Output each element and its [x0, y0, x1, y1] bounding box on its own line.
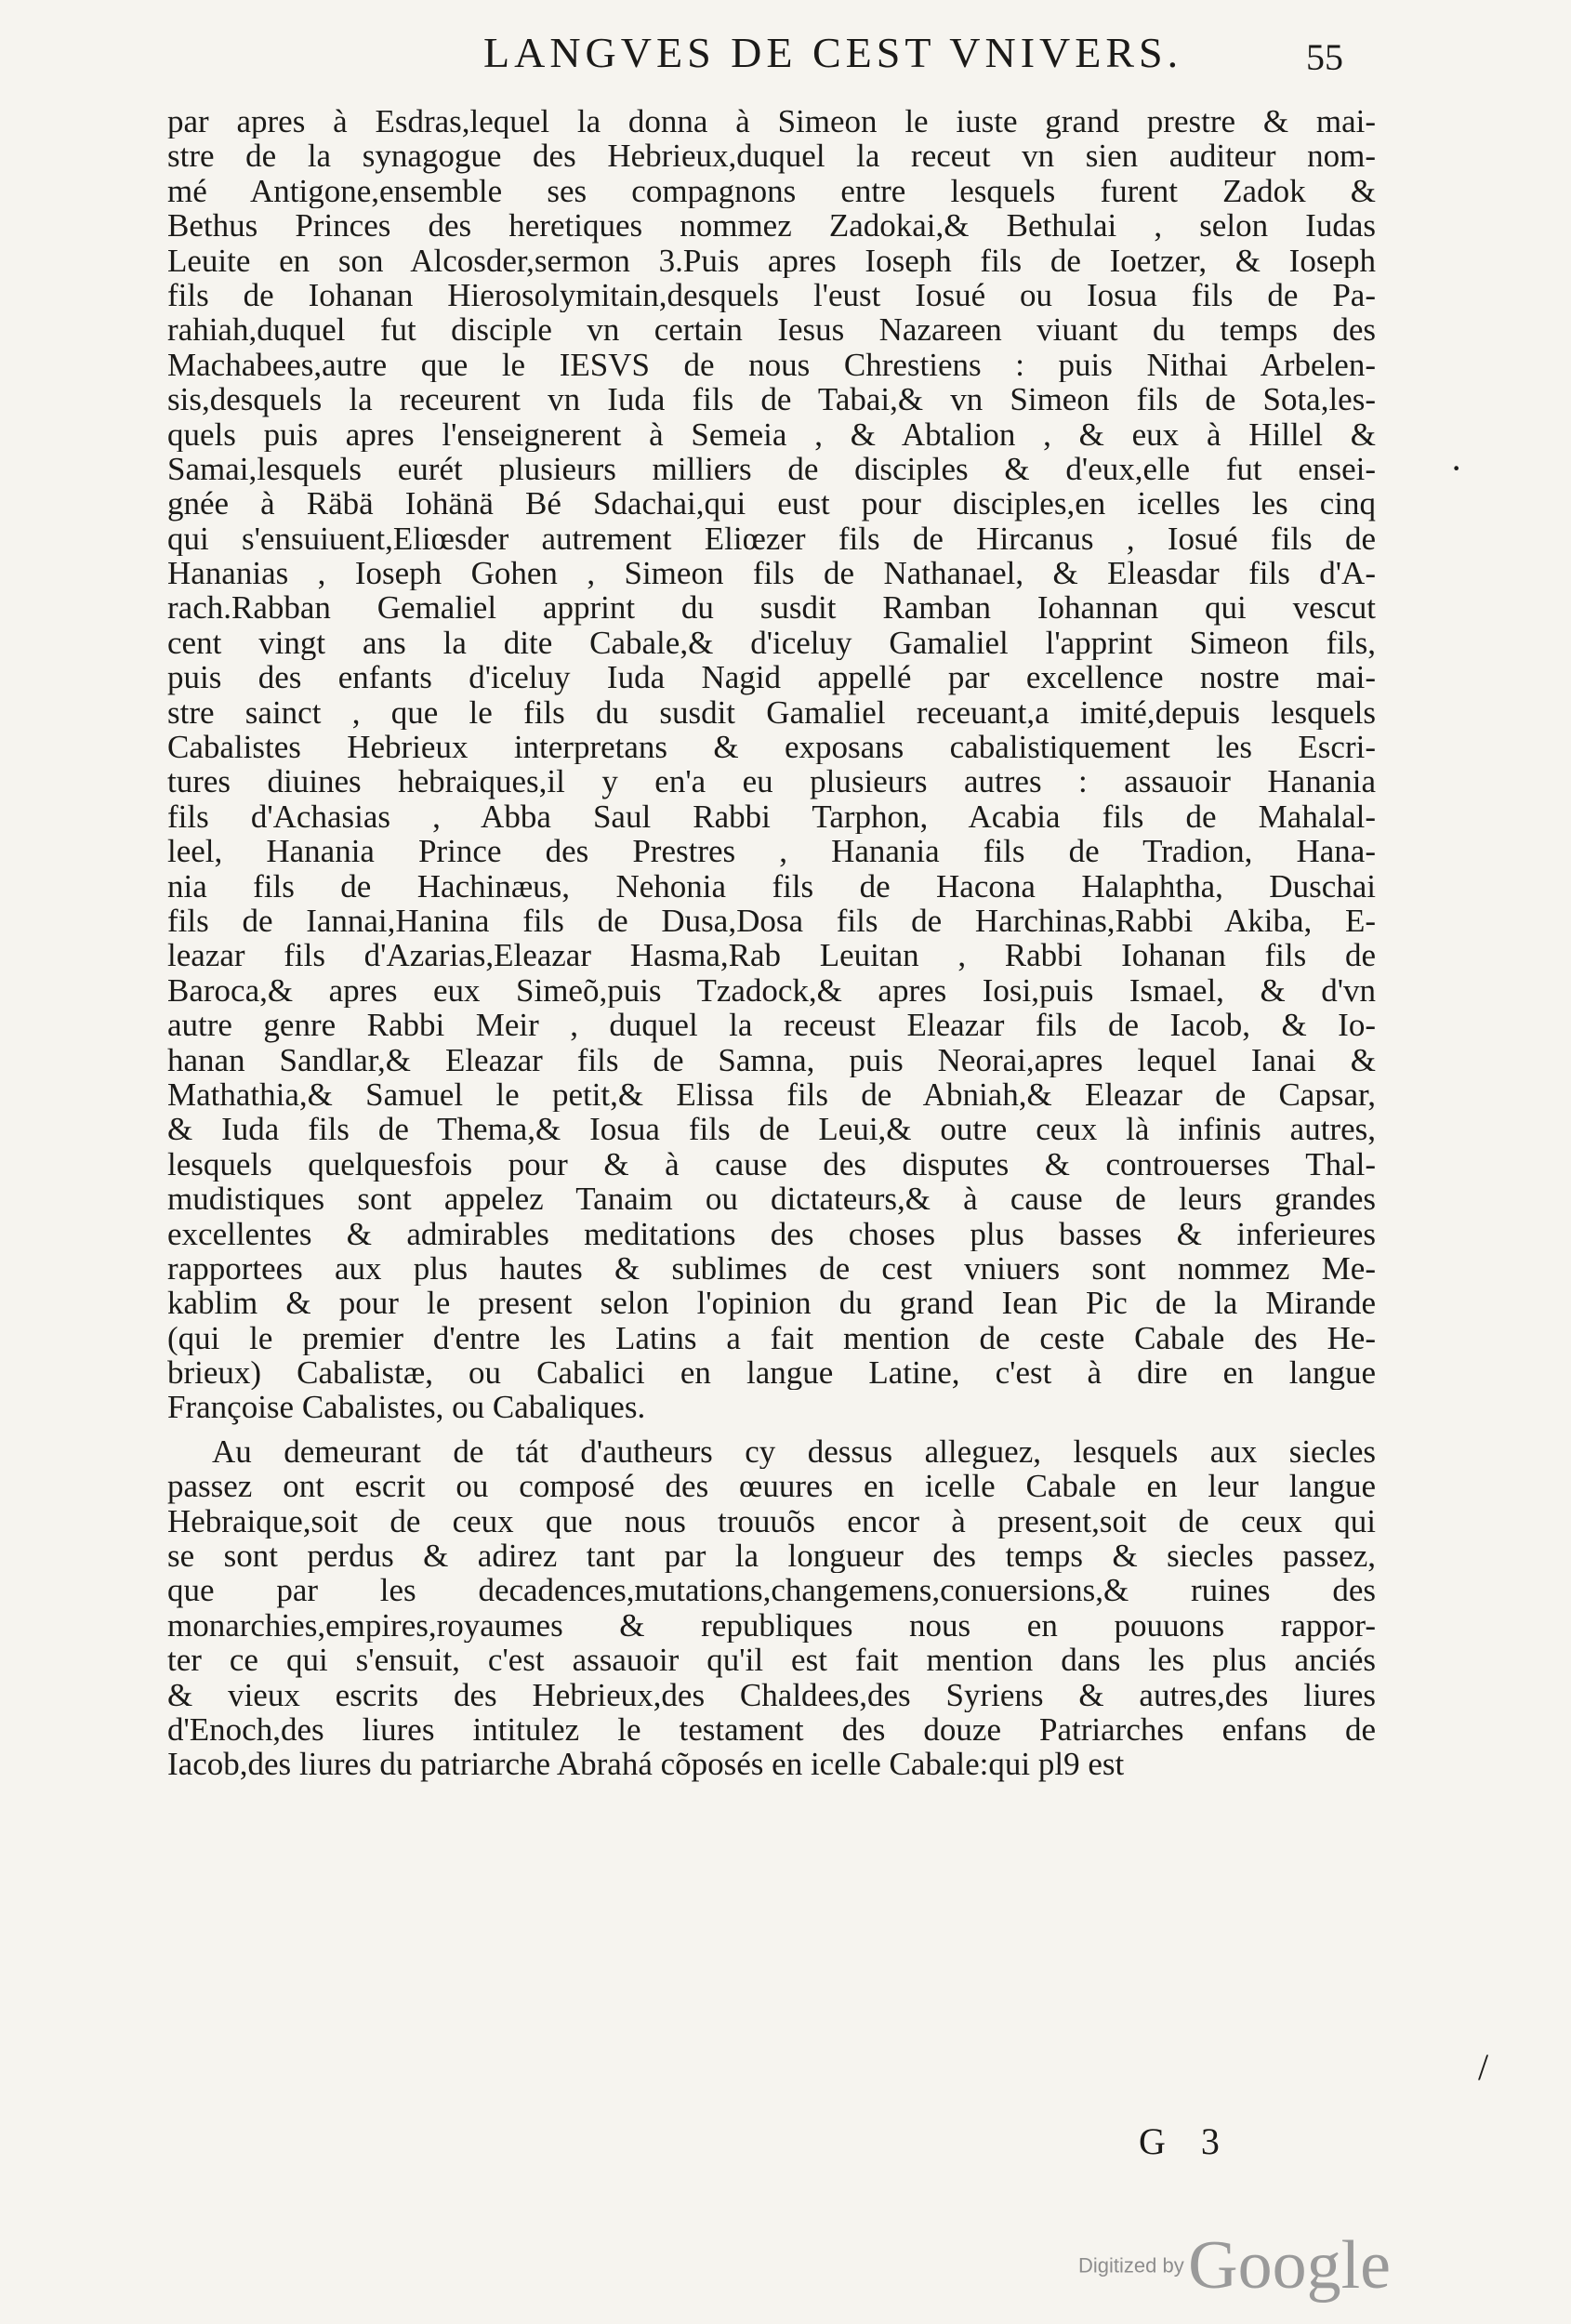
text-line: Iacob,des liures du patriarche Abrahá cõposés en icelle Cabale:qui pl9 est: [167, 1747, 1125, 1782]
text-line: rach.Rabban Gemaliel apprint du susdit Ramban Iohannan qui vescut: [167, 590, 1376, 626]
text-line: mudistiques sont appelez Tanaim ou dictateurs,& à cause de leurs grandes: [167, 1182, 1376, 1217]
text-line: ter ce qui s'ensuit, c'est assauoir qu'il est fait mention dans les plus anciés: [167, 1643, 1376, 1678]
text-line: gnée à Räbä Iohänä Bé Sdachai,qui eust pour disciples,en icelles les cinq: [167, 486, 1376, 522]
text-line: fils de Iannai,Hanina fils de Dusa,Dosa fils de Harchinas,Rabbi Akiba, E-: [167, 903, 1376, 939]
text-line: & vieux escrits des Hebrieux,des Chaldees,des Syriens & autres,des liures: [167, 1677, 1376, 1712]
paragraph-2: [167, 1434, 1376, 1782]
text-line: & Iuda fils de Thema,& Iosua fils de Leui,& outre ceux là infinis autres,: [167, 1112, 1376, 1147]
text-line: rahiah,duquel fut disciple vn certain Iesus Nazareen viuant du temps des: [167, 312, 1376, 348]
text-line: Hananias , Ioseph Gohen , Simeon fils de Nathanael, & Eleasdar fils d'A-: [167, 556, 1376, 591]
text-line: d'Enoch,des liures intitulez le testament des douze Patriarches enfans de: [167, 1711, 1376, 1748]
text-line: Leuite en son Alcosder,sermon 3.Puis apres Ioseph fils de Ioetzer, & Ioseph: [167, 243, 1376, 278]
text-line: que par les decadences,mutations,changemens,conuersions,& ruines des: [167, 1573, 1376, 1608]
page-number: 55: [1306, 36, 1343, 78]
margin-mark: /: [1478, 2046, 1489, 2088]
text-line: Samai,lesquels eurét plusieurs milliers de disciples & d'eux,elle fut ensei-: [167, 451, 1376, 487]
text-line: excellentes & admirables meditations des choses plus basses & inferieures: [167, 1216, 1376, 1251]
text-line: cent vingt ans la dite Cabale,& d'iceluy Gamaliel l'apprint Simeon fils,: [167, 625, 1376, 661]
text-line: fils d'Achasias , Abba Saul Rabbi Tarphon, Acabia fils de Mahalal-: [167, 799, 1376, 835]
paragraph-gap: [167, 1425, 1376, 1434]
body-text: [167, 104, 1376, 1782]
text-line: Au demeurant de tát d'autheurs cy dessus alleguez, lesquels aux siecles: [212, 1433, 1376, 1470]
text-line: lesquels quelquesfois pour & à cause des disputes & controuerses Thal-: [167, 1146, 1376, 1182]
text-line: quels puis apres l'enseignerent à Semeia , & Abtalion , & eux à Hillel &: [167, 416, 1376, 452]
text-line: kablim & pour le present selon l'opinion du grand Iean Pic de la Mirande: [167, 1286, 1376, 1321]
digitized-watermark: [1078, 2226, 1391, 2305]
text-line: sis,desquels la receurent vn Iuda fils de Tabai,& vn Simeon fils de Sota,les-: [167, 382, 1376, 417]
text-line: tures diuines hebraiques,il y en'a eu plusieurs autres : assauoir Hanania: [167, 764, 1376, 799]
text-line: Cabalistes Hebrieux interpretans & exposans cabalistiquement les Escri-: [167, 730, 1376, 765]
text-line: passez ont escrit ou composé des œuures en icelle Cabale en leur langue: [167, 1469, 1376, 1504]
watermark-prefix: Digitized by: [1078, 2253, 1184, 2278]
text-line: leazar fils d'Azarias,Eleazar Hasma,Rab Leuitan , Rabbi Iohanan fils de: [167, 938, 1376, 973]
text-line: stre sainct , que le fils du susdit Gamaliel receuant,a imité,depuis lesquels: [167, 694, 1376, 731]
signature-mark: G 3: [1139, 2120, 1233, 2162]
text-line: puis des enfants d'iceluy Iuda Nagid appellé par excellence nostre mai-: [167, 660, 1376, 695]
text-line: leel, Hanania Prince des Prestres , Hanania fils de Tradion, Hana-: [167, 834, 1376, 869]
text-line: Baroca,& apres eux Simeõ,puis Tzadock,& apres Iosi,puis Ismael, & d'vn: [167, 972, 1376, 1009]
paragraph-1: [167, 104, 1376, 1425]
text-line: se sont perdus & adirez tant par la longueur des temps & siecles passez,: [167, 1538, 1376, 1574]
margin-mark: ·: [1450, 447, 1463, 489]
text-line: autre genre Rabbi Meir , duquel la receust Eleazar fils de Iacob, & Io-: [167, 1008, 1376, 1043]
text-line: rapportees aux plus hautes & sublimes de cest vniuers sont nommez Me-: [167, 1250, 1376, 1287]
text-line: Machabees,autre que le IESVS de nous Chrestiens : puis Nithai Arbelen-: [167, 347, 1376, 383]
text-line: brieux) Cabalistæ, ou Cabalici en langue Latine, c'est à dire en langue: [167, 1355, 1376, 1391]
text-line: hanan Sandlar,& Eleazar fils de Samna, puis Neorai,apres lequel Ianai &: [167, 1042, 1376, 1077]
text-line: (qui le premier d'entre les Latins a fait mention de ceste Cabale des He-: [167, 1320, 1376, 1356]
text-line: Hebraique,soit de ceux que nous trouuõs encor à present,soit de ceux qui: [167, 1503, 1376, 1539]
watermark-logo: Google: [1188, 2227, 1392, 2304]
text-line: mé Antigone,ensemble ses compagnons entre lesquels furent Zadok &: [167, 173, 1376, 209]
text-line: monarchies,empires,royaumes & republiques nous en pouuons rappor-: [167, 1607, 1376, 1644]
text-line: Bethus Princes des heretiques nommez Zadokai,& Bethulai , selon Iudas: [167, 208, 1376, 244]
text-line: qui s'ensuiuent,Eliœsder autrement Eliœzer fils de Hircanus , Iosué fils de: [167, 521, 1376, 557]
text-line: Mathathia,& Samuel le petit,& Elissa fils de Abniah,& Eleazar de Capsar,: [167, 1076, 1376, 1113]
text-line: stre de la synagogue des Hebrieux,duquel la receut vn sien auditeur nom-: [167, 139, 1376, 174]
text-line: Françoise Cabalistes, ou Cabaliques.: [167, 1390, 646, 1425]
running-head: LANGVES DE CEST VNIVERS.: [483, 29, 1183, 76]
text-line: fils de Iohanan Hierosolymitain,desquels l'eust Iosué ou Iosua fils de Pa-: [167, 277, 1376, 313]
text-line: par apres à Esdras,lequel la donna à Simeon le iuste grand prestre & mai-: [167, 104, 1376, 139]
text-line: nia fils de Hachinæus, Nehonia fils de Hacona Halaphtha, Duschai: [167, 868, 1376, 904]
